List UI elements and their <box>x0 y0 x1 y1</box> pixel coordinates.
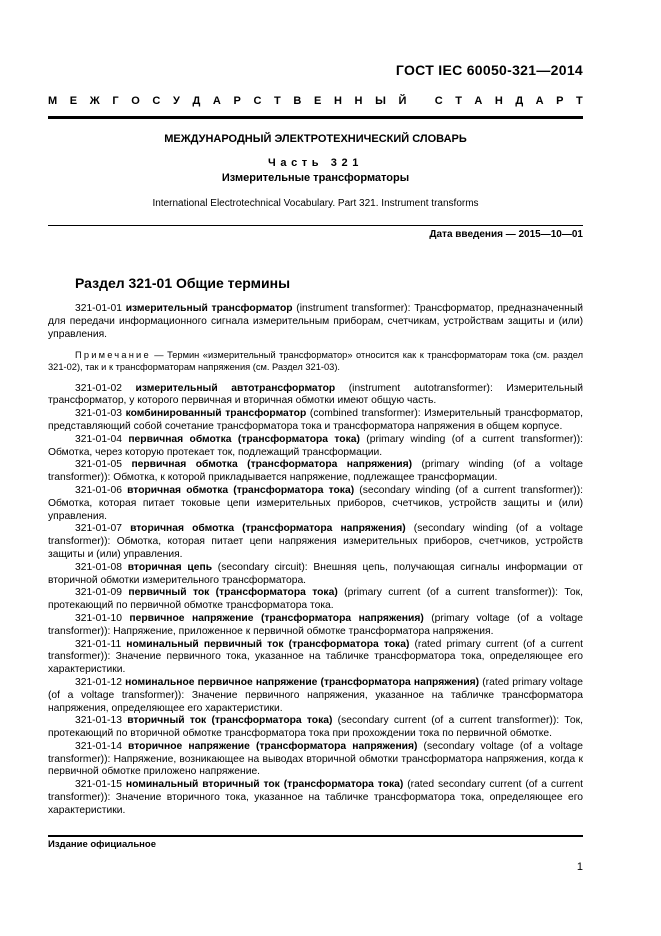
term-entry <box>48 613 583 639</box>
term-code: 321-01-02 <box>75 382 122 394</box>
title-rule <box>48 225 583 226</box>
term-name: номинальный вторичный ток (трансформатора тока) <box>125 779 404 791</box>
term-code: 321-01-06 <box>75 484 122 496</box>
term-definition: (secondary winding (of a voltage transformer)): Обмотка, которая питает цепи напряжения измерительных приборов, счетчиков, устройств защиты и (или) управления. <box>48 523 583 560</box>
banner-letter: Т <box>274 95 281 107</box>
standard-banner <box>48 95 583 107</box>
term-name: номинальный первичный ток (трансформатора тока) <box>126 638 410 650</box>
term-code: 321-01-03 <box>75 408 122 420</box>
banner-letter: Н <box>494 95 503 107</box>
term-entry <box>48 741 583 779</box>
term-code: 321-01-01 <box>75 303 122 314</box>
term-name: первичное напряжение (трансформатора напряжения) <box>129 612 424 624</box>
term-entry <box>48 587 583 613</box>
term-definition: (secondary winding (of a current transformer)): Обмотка, которая питает токовые цепи измерительных приборов, счетчиков, устройств защиты и (или) управления. <box>48 484 584 522</box>
banner-letter: О <box>131 95 140 107</box>
banner-letter: Е <box>313 95 322 107</box>
term-definition: (secondary current (of a current transformer)): Ток, протекающий по вторичной обмотке трансформатора тока при прохождении тока по первичной обмотке. <box>48 715 583 740</box>
term-definition: (rated secondary current (of a current transformer)): Значение вторичного тока, указанное на табличке трансформатора тока, определяющее его характеристики. <box>48 779 583 816</box>
note-label: Примечание <box>75 350 151 361</box>
term-code: 321-01-13 <box>75 715 122 727</box>
english-title: International Electrotechnical Vocabulary. Part 321. Instrument transforms <box>152 198 479 209</box>
banner-letter: Й <box>398 95 407 107</box>
banner-letter: А <box>474 95 483 107</box>
banner-letter: Д <box>192 95 201 107</box>
term-entry <box>48 459 583 485</box>
banner-letter: В <box>293 95 302 107</box>
term-code: 321-01-10 <box>75 612 122 624</box>
term-definition: (primary voltage (of a voltage transformer)): Напряжение, приложенное к первичной обмотке трансформатора напряжения. <box>48 612 583 637</box>
note <box>48 350 583 373</box>
term-definition: (secondary voltage (of a voltage transformer)): Напряжение, возникающее на выводах вторичной обмотки трансформатора напряжения, когда к первичной обмотке приложено напряжение. <box>48 740 583 778</box>
standard-id: ГОСТ IEC 60050-321—2014 <box>395 62 583 78</box>
term-entry <box>48 303 583 341</box>
banner-letter: С <box>152 95 161 107</box>
term-entry <box>48 485 583 523</box>
term-name: вторичная обмотка (трансформатора напряжения) <box>130 523 406 535</box>
banner-letter: Е <box>69 95 78 107</box>
term-entry <box>48 639 583 677</box>
term-code: 321-01-15 <box>75 779 122 791</box>
banner-letter: Т <box>455 95 462 107</box>
section-heading: Раздел 321-01 Общие термины <box>75 275 291 291</box>
term-entry <box>48 677 583 715</box>
header-rule <box>48 116 583 119</box>
term-entry <box>48 715 583 741</box>
term-code: 321-01-04 <box>75 433 122 445</box>
banner-letter: У <box>172 95 180 107</box>
terms-body <box>48 303 583 818</box>
banner-letter: Г <box>112 95 119 107</box>
term-definition: (instrument autotransformer): Измерительный трансформатор, у которого первичная и вторичная обмотки имеют общую часть. <box>48 382 583 407</box>
banner-letter: Д <box>515 95 524 107</box>
term-code: 321-01-11 <box>75 638 122 650</box>
term-name: первичный ток (трансформатора тока) <box>128 587 338 599</box>
note-text: — Термин «измерительный трансформатор» относится как к трансформаторам тока (см. раздел 321-02), так и к трансформаторам напряжения (см. Раздел 321-03). <box>48 350 583 372</box>
term-definition: (rated primary voltage (of a voltage transformer)): Значение первичного напряжения, указанное на табличке трансформатора напряжения, определяющее его характеристики. <box>48 676 583 714</box>
term-name: вторичная обмотка (трансформатора тока) <box>127 484 355 496</box>
term-definition: (combined transformer): Измерительный трансформатор, представляющий собой сочетание трансформатора тока и трансформатора напряжения в общем корпусе. <box>48 408 583 432</box>
term-name: измерительный автотрансформатор <box>135 382 336 394</box>
term-name: измерительный трансформатор <box>125 303 293 314</box>
term-name: номинальное первичное напряжение (трансформатора напряжения) <box>125 676 480 688</box>
term-code: 321-01-09 <box>75 587 122 599</box>
term-definition: (primary winding (of a voltage transformer)): Обмотка, к которой прикладывается напряжение, подлежащее трансформации. <box>48 459 583 484</box>
term-definition: (secondary circuit): Внешняя цепь, получающая сигналы информации от вторичной обмотки измерительного трансформатора. <box>48 561 583 586</box>
edition-label: Издание официальное <box>48 839 156 850</box>
term-name: вторичная цепь <box>127 561 213 573</box>
banner-letter: Ж <box>89 95 100 107</box>
term-entry <box>48 434 583 460</box>
banner-letter: М <box>48 95 58 107</box>
term-code: 321-01-07 <box>75 523 122 535</box>
banner-letter: Н <box>354 95 363 107</box>
term-entry <box>48 779 583 817</box>
term-definition: (rated primary current (of a current transformer)): Значение первичного тока, указанное на табличке трансформатора тока, определяющее его характеристики. <box>48 638 583 676</box>
term-definition: (instrument transformer): Трансформатор, предназначенный для передачи информационного сигнала измерительным приборам, счетчикам, устройствам защиты и (или) управления. <box>48 303 583 340</box>
term-definition: (primary winding (of a current transformer)): Обмотка, через которую протекает ток, подлежащий трансформации. <box>48 433 583 458</box>
term-entry <box>48 562 583 588</box>
term-code: 321-01-05 <box>75 459 122 471</box>
footer-rule <box>48 835 583 837</box>
banner-letter: Н <box>333 95 342 107</box>
term-name: комбинированный трансформатор <box>125 408 307 420</box>
term-entry <box>48 408 583 434</box>
banner-letter: А <box>212 95 221 107</box>
banner-spacer <box>419 95 422 107</box>
dictionary-title: МЕЖДУНАРОДНЫЙ ЭЛЕКТРОТЕХНИЧЕСКИЙ СЛОВАРЬ <box>164 133 467 145</box>
banner-letter: С <box>434 95 443 107</box>
term-name: первичная обмотка (трансформатора тока) <box>128 433 360 445</box>
term-name: вторичное напряжение (трансформатора напряжения) <box>128 740 418 752</box>
banner-letter: Ы <box>375 95 386 107</box>
banner-letter: Т <box>575 95 583 107</box>
effective-date: Дата введения — 2015—10—01 <box>429 229 583 240</box>
term-entry <box>48 523 583 561</box>
banner-letter: Р <box>556 95 564 107</box>
banner-letter: С <box>253 95 262 107</box>
term-definition: (primary current (of a current transformer)): Ток, протекающий по первичной обмотке трансформатора тока. <box>48 587 583 612</box>
banner-standard-word <box>435 95 583 107</box>
term-name: первичная обмотка (трансформатора напряжения) <box>131 459 413 471</box>
term-code: 321-01-12 <box>75 676 122 688</box>
part-number: Часть 321 <box>268 157 363 169</box>
term-entry <box>48 383 583 409</box>
part-title: Измерительные трансформаторы <box>221 172 410 184</box>
banner-letter: А <box>535 95 544 107</box>
term-code: 321-01-14 <box>75 740 122 752</box>
page-number: 1 <box>576 861 583 873</box>
term-name: вторичный ток (трансформатора тока) <box>127 715 333 727</box>
term-code: 321-01-08 <box>75 561 122 573</box>
banner-letter: Р <box>233 95 241 107</box>
